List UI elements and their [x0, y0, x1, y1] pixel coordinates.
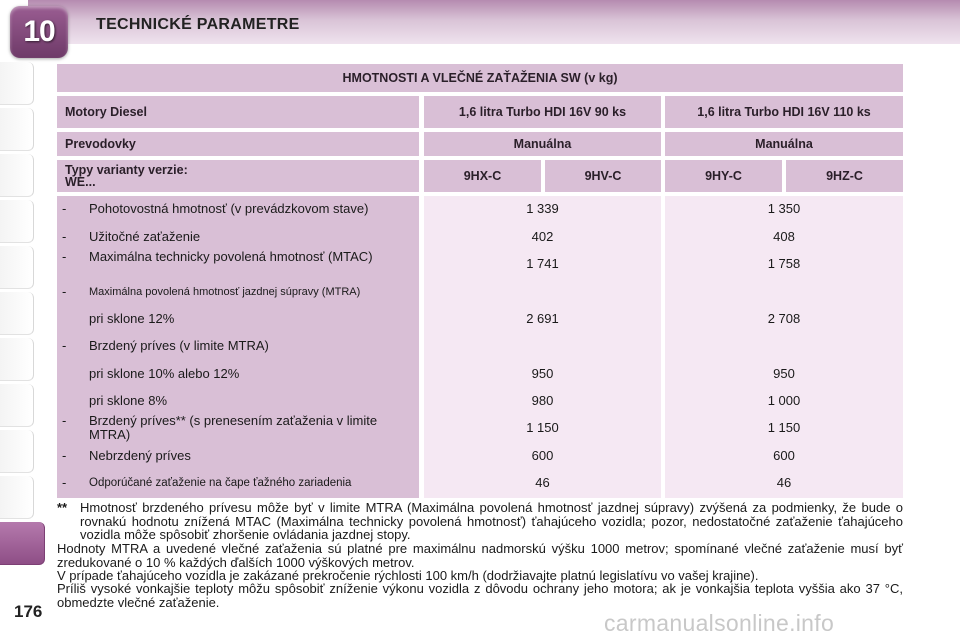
- row-value-1: 402: [531, 229, 554, 244]
- variant-label-line1: Typy varianty verzie:: [65, 163, 188, 177]
- variant-code: 9HZ-C: [786, 160, 903, 192]
- side-tab[interactable]: [0, 246, 34, 289]
- variant-code: 9HY-C: [665, 160, 782, 192]
- row-value-1: 1 339: [526, 201, 559, 216]
- chapter-side-tabs: [0, 62, 34, 568]
- gearbox-col-2: Manuálna: [665, 132, 903, 156]
- row-value-2: 1 150: [767, 420, 801, 435]
- side-tab[interactable]: [0, 476, 34, 519]
- row-value-2: 1 350: [767, 201, 801, 216]
- side-tab[interactable]: [0, 108, 34, 151]
- side-tab[interactable]: [0, 338, 34, 381]
- gearbox-col-1: Manuálna: [424, 132, 661, 156]
- row-value-1: 600: [531, 448, 554, 463]
- row-value-1: 1 741: [526, 256, 559, 271]
- row-value-2: 1 758: [767, 256, 801, 271]
- side-tab-active[interactable]: [0, 522, 45, 565]
- watermark: carmanualsonline.info: [604, 610, 835, 636]
- row-text: Maximálna povolená hmotnosť jazdnej súpravy (MTRA): [89, 286, 361, 298]
- variant-label-line2: WE...: [65, 175, 96, 189]
- row-value-1: 2 691: [526, 311, 559, 326]
- note-paragraph-3: Príliš vysoké vonkajšie teploty môžu spôsobiť zníženie výkonu vozidla z dôvodu ochrany jeho motora; ak je vonkajšia teplota vyššia ako 37 °C, obmedzte vlečné zaťaženie.: [57, 581, 903, 610]
- row-value-2: 2 708: [767, 311, 801, 326]
- variant-code: 9HX-C: [424, 160, 541, 192]
- note-paragraph-1: Hodnoty MTRA a uvedené vlečné zaťaženia sú platné pre maximálnu nadmorskú výšku 1000 metrov; spomínané vlečné zaťaženie musí byť zredukované o 10 % každých ďalších 1000 výškových metrov.: [57, 541, 903, 570]
- gearbox-row-label: Prevodovky: [57, 132, 419, 156]
- row-dash: -: [62, 284, 67, 299]
- row-value-1: 46: [535, 475, 550, 490]
- row-value-2: 600: [773, 448, 795, 463]
- note-paragraph-2: V prípade ťahajúceho vozidla je zakázané prekročenie rýchlosti 100 km/h (dodržiavajte platnú legislatívu vo vašej krajine).: [57, 568, 759, 583]
- row-value-1: 980: [531, 393, 554, 408]
- side-tab[interactable]: [0, 200, 34, 243]
- row-dash: -: [62, 201, 67, 216]
- side-tab[interactable]: [0, 292, 34, 335]
- table-caption: HMOTNOSTI A VLEČNÉ ZAŤAŽENIA SW (v kg): [57, 64, 903, 92]
- row-dash: -: [62, 475, 67, 490]
- row-text: Brzdený príves (v limite MTRA): [89, 338, 269, 353]
- row-text: Odporúčané zaťaženie na čape ťažného zariadenia: [89, 477, 352, 489]
- row-value-2: 46: [776, 475, 792, 490]
- side-tab[interactable]: [0, 430, 34, 473]
- row-text: pri sklone 12%: [89, 311, 175, 326]
- page-title: TECHNICKÉ PARAMETRE: [96, 16, 300, 33]
- chapter-badge: 10: [10, 6, 68, 58]
- row-value-2: 408: [773, 229, 795, 244]
- row-value-1: 1 150: [526, 420, 559, 435]
- footnote-marker: **: [57, 500, 68, 515]
- row-text: Maximálna technicky povolená hmotnosť (MTAC): [89, 249, 373, 264]
- row-text: pri sklone 10% alebo 12%: [89, 366, 240, 381]
- engine-col-2: 1,6 litra Turbo HDI 16V 110 ks: [665, 96, 903, 128]
- side-tab[interactable]: [0, 384, 34, 427]
- row-value-2: 950: [773, 366, 795, 381]
- footnote-text: Hmotnosť brzdeného prívesu môže byť v limite MTRA (Maximálna povolená hmotnosť jazdnej súpravy) zvýšená za podmienky, že bude o rovnakú hodnotu znížená MTAC (Maximálna technicky povolená hmotnosť) ťahajúceho vozidla; pozor, nedostatočné zaťaženie ťahajúceho vozidla môže spôsobiť zhoršenie ovládania jazdnej stopy.: [80, 500, 903, 542]
- engine-row-label: Motory Diesel: [57, 96, 419, 128]
- row-dash: -: [62, 229, 67, 244]
- engine-col-1: 1,6 litra Turbo HDI 16V 90 ks: [424, 96, 661, 128]
- row-text: Nebrzdený príves: [89, 448, 191, 463]
- variant-row-label: [57, 160, 419, 192]
- side-tab[interactable]: [0, 154, 34, 197]
- row-dash: -: [62, 338, 67, 353]
- variant-code: 9HV-C: [545, 160, 661, 192]
- row-text: Brzdený príves** (s prenesením zaťaženia v limite MTRA): [89, 413, 378, 442]
- side-tab[interactable]: [0, 62, 34, 105]
- row-text: Užitočné zaťaženie: [89, 229, 201, 244]
- row-dash: -: [62, 448, 67, 463]
- row-text: pri sklone 8%: [89, 393, 168, 408]
- row-dash: -: [62, 413, 67, 428]
- page-number: 176: [14, 602, 43, 621]
- row-text: Pohotovostná hmotnosť (v prevádzkovom stave): [89, 201, 369, 216]
- row-value-1: 950: [531, 366, 554, 381]
- row-dash: -: [62, 249, 67, 264]
- row-value-2: 1 000: [767, 393, 801, 408]
